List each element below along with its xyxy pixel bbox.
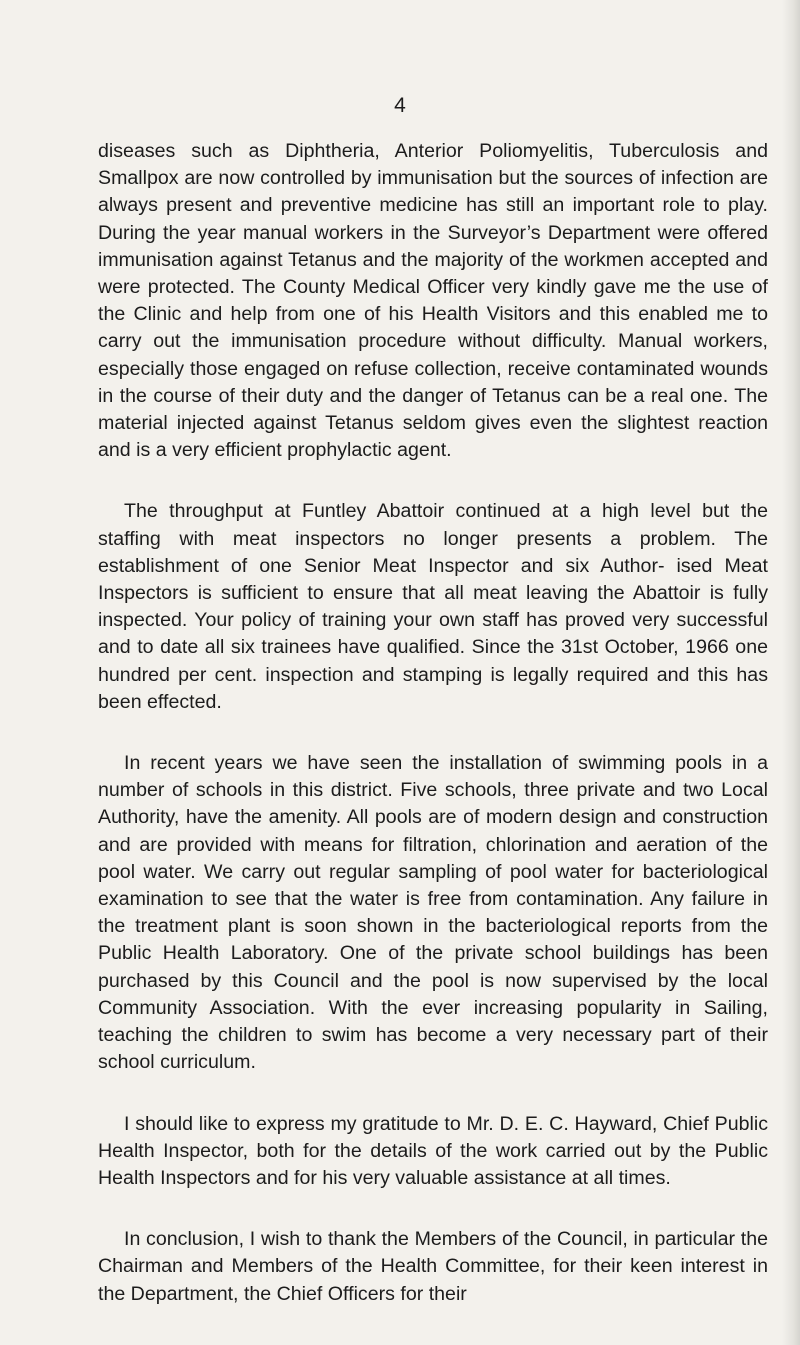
paragraph-swimming-pools: In recent years we have seen the installation of swimming pools in a number of schools in this district. Five schools, three private and two Local Authority, have the amenity. All pools are of modern design and construction and are provided with means for filtration, chlorination and aeration of the pool water. We carry out regular sampling of pool water for bacteriological examination to see that the water is free from contamination. Any failure in the treatment plant is soon shown in the bacteriological reports from the Public Health Laboratory. One of the private school buildings has been purchased by this Council and the pool is now supervised by the local Community Association. With the ever increasing popularity in Sailing, teaching the children to swim has become a very necessary part of their school curriculum. <box>98 752 768 1074</box>
paragraph-immunisation: diseases such as Diphtheria, Anterior Poliomyelitis, Tuberculosis and Smallpox are now controlled by immunisation but the sources of infection are always present and preventive medicine has still an important role to play. During the year manual workers in the Surveyor’s Department were offered immunisation against Tetanus and the majority of the workmen accepted and were protected. The County Medical Officer very kindly gave me the use of the Clinic and help from one of his Health Visitors and this enabled me to carry out the immunisation procedure without difficulty. Manual workers, especially those engaged on refuse collection, receive contaminated wounds in the course of their duty and the danger of Tetanus can be a real one. The material injected against Tetanus seldom gives even the slightest reaction and is a very efficient prophylactic agent. <box>98 140 768 462</box>
page-edge-shadow <box>782 0 800 1345</box>
document-body <box>98 138 768 1342</box>
paragraph-gratitude: I should like to express my gratitude to Mr. D. E. C. Hayward, Chief Public Health Inspector, both for the details of the work carried out by the Public Health Inspectors and for his very valuable assistance at all times. <box>98 1112 768 1189</box>
paragraph-abattoir: The throughput at Funtley Abattoir continued at a high level but the staffing with meat inspectors no longer presents a problem. The establishment of one Senior Meat Inspector and six Author- ised Meat Inspectors is sufficient to ensure that all meat leaving the Abattoir is fully inspected. Your policy of training your own staff has proved very successful and to date all six trainees have qualified. Since the 31st October, 1966 one hundred per cent. inspection and stamping is legally required and this has been effected. <box>98 500 768 713</box>
paragraph-conclusion: In conclusion, I wish to thank the Members of the Council, in particular the Chairman and Members of the Health Committee, for their keen interest in the Department, the Chief Officers for their <box>98 1228 768 1305</box>
page-number: 4 <box>394 94 406 117</box>
